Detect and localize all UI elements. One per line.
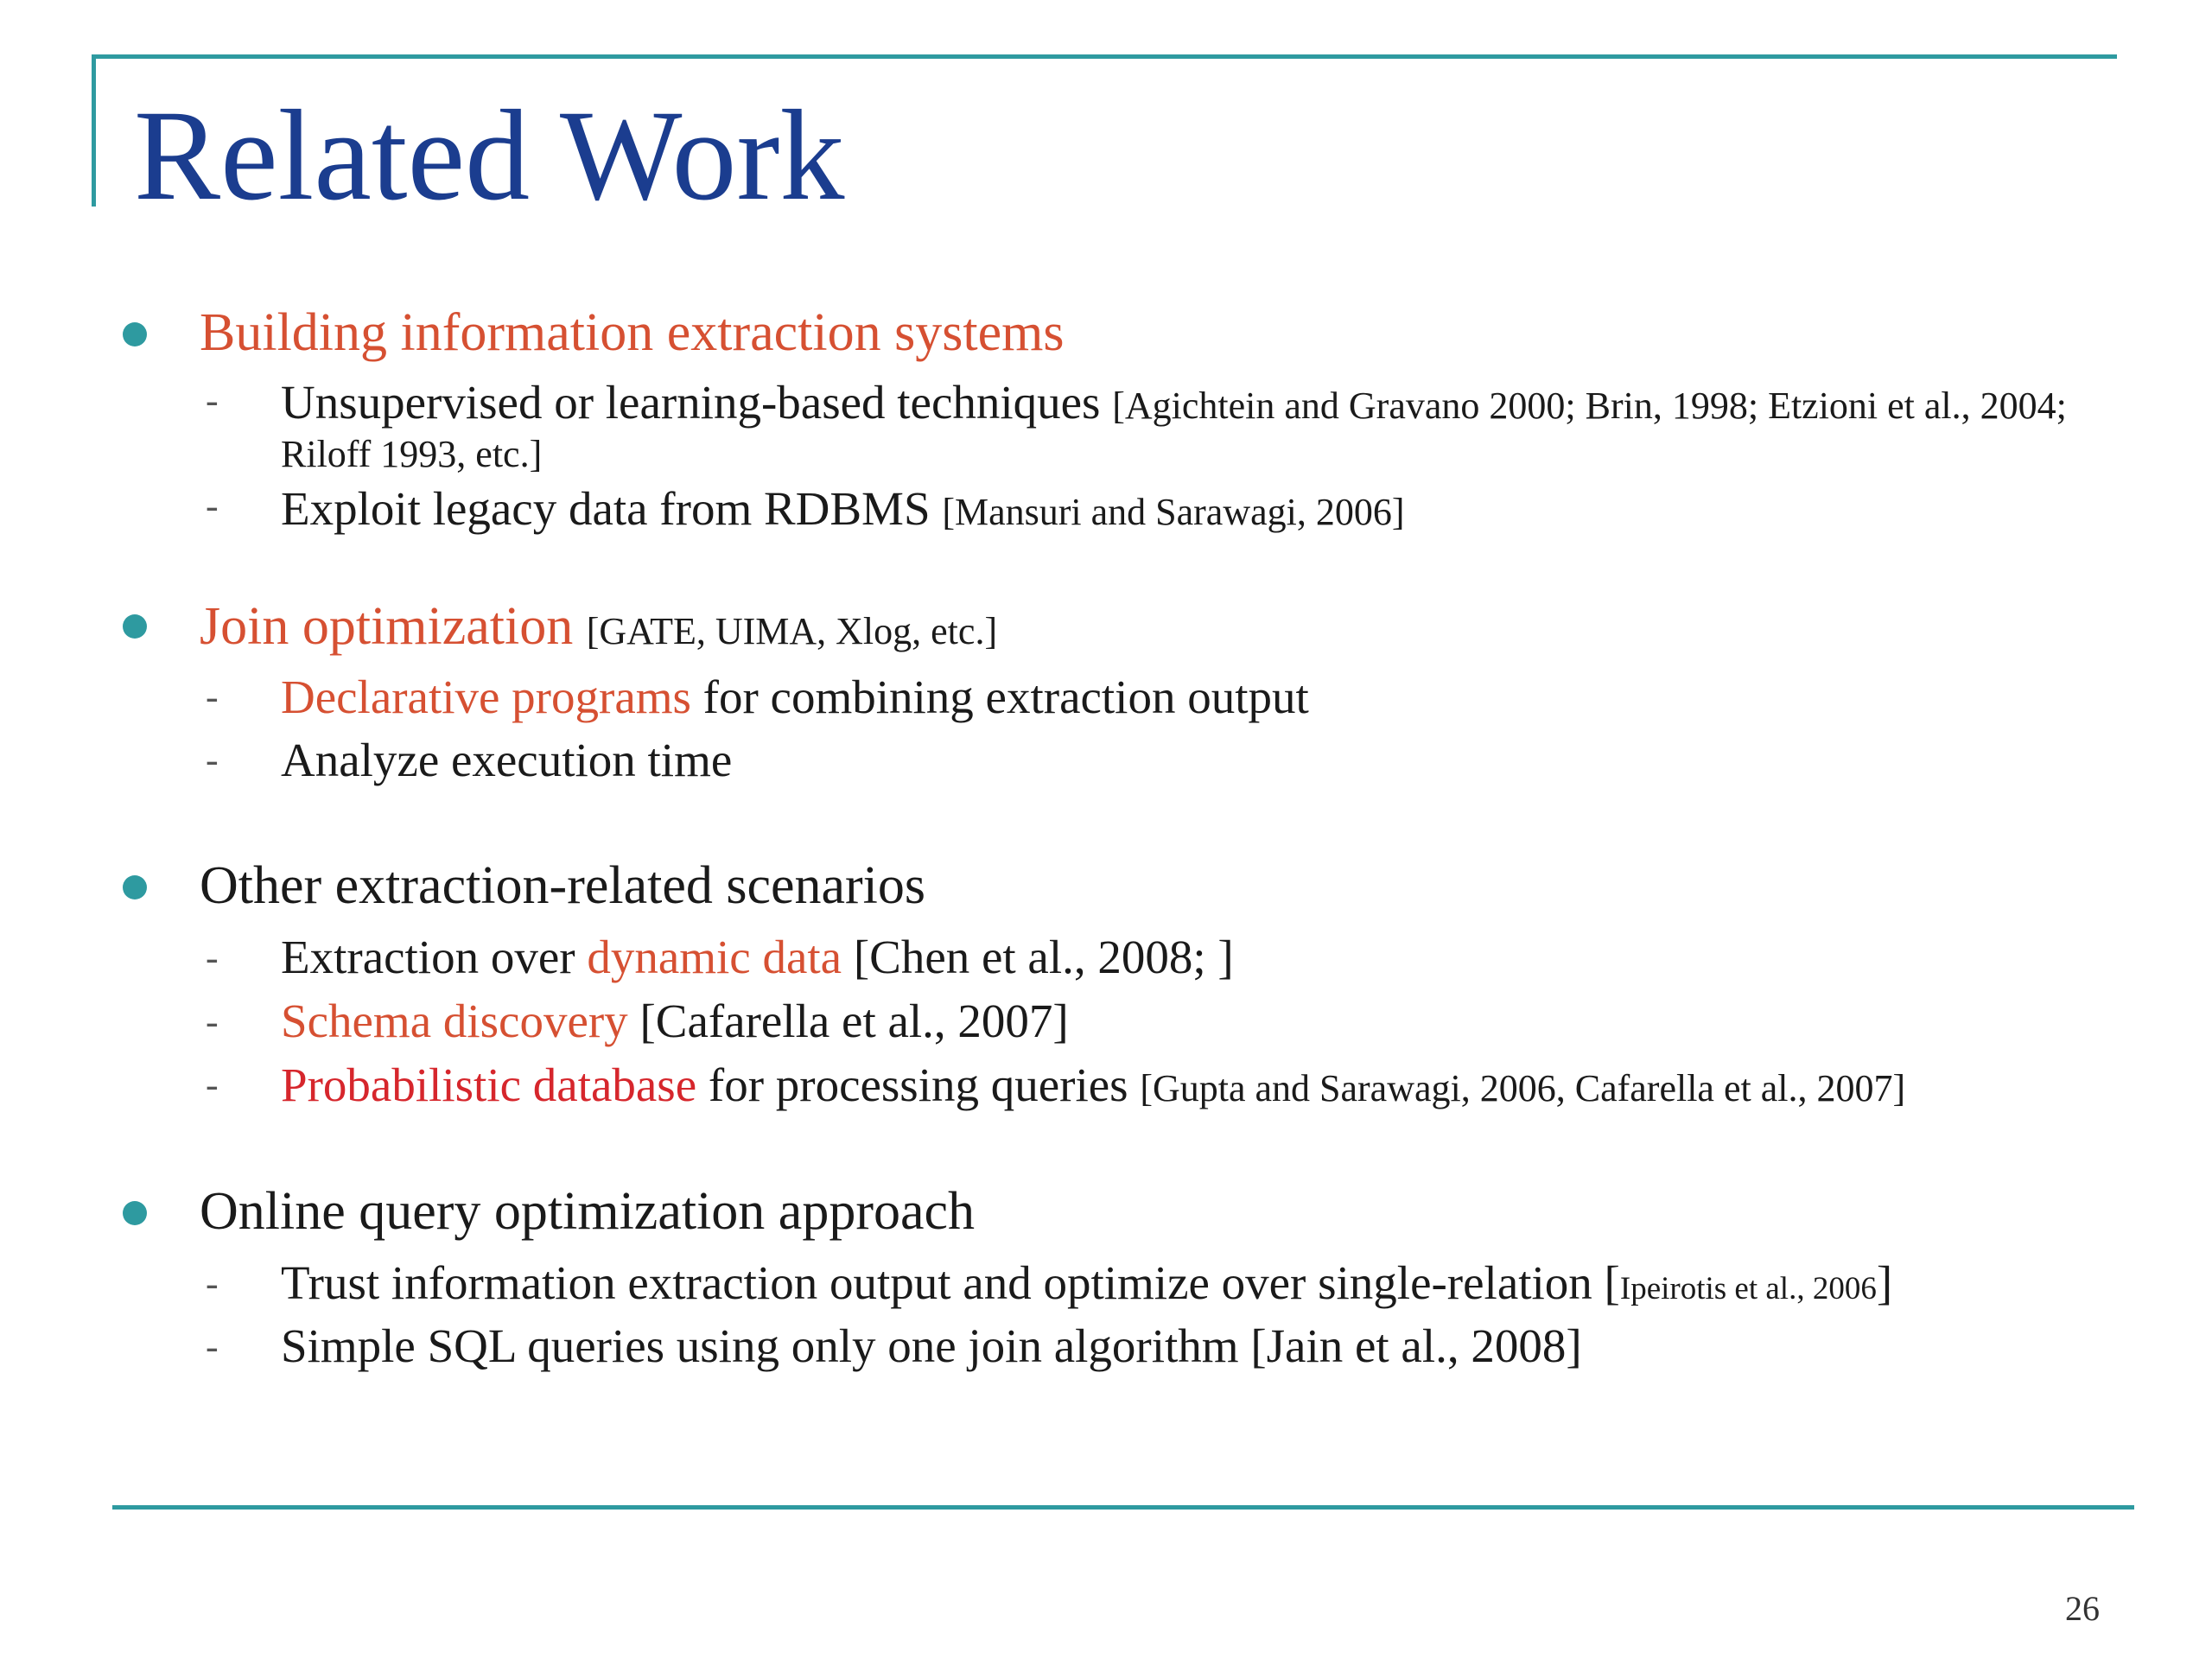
sub-item	[281, 997, 1069, 1045]
highlight-text: dynamic data	[587, 931, 842, 983]
citation: [Mansuri and Sarawagi, 2006]	[942, 491, 1405, 533]
highlight-text: Probabilistic database	[281, 1058, 697, 1111]
bracket-open: [	[1604, 1256, 1620, 1309]
sub-item: Simple SQL queries using only one join algorithm [Jain et al., 2008]	[281, 1319, 1582, 1372]
bullet-dot-icon	[123, 322, 147, 346]
sub-item	[281, 482, 1405, 535]
sub-item	[281, 1058, 1906, 1111]
bullet-heading: Online query optimization approach	[200, 1182, 976, 1241]
bullet-heading: Other extraction-related scenarios	[200, 856, 926, 915]
dash-marker: -	[206, 379, 219, 422]
citation: [GATE, UIMA, Xlog, etc.]	[586, 610, 998, 652]
bullet-heading: Building information extraction systems	[200, 303, 1065, 362]
citation: [Gupta and Sarawagi, 2006, Cafarella et al., 2007]	[1140, 1067, 1906, 1109]
citation: [Cafarella et al., 2007]	[627, 995, 1069, 1047]
sub-item: Analyze execution time	[281, 734, 733, 786]
title-frame-top-rule	[92, 54, 2117, 59]
bullet-dot-icon	[123, 614, 147, 639]
citation: [Chen et al., 2008; ]	[842, 931, 1234, 983]
highlight-text: Schema discovery	[281, 995, 628, 1047]
sub-item	[281, 673, 1309, 721]
citation: Ipeirotis et al., 2006	[1619, 1271, 1877, 1306]
sub-item-text: Trust information extraction output and optimize over single-relation	[281, 1256, 1605, 1309]
dash-marker: -	[206, 1325, 219, 1368]
title-frame-left-rule	[92, 54, 96, 207]
sub-item	[281, 1256, 1893, 1309]
dash-marker: -	[206, 1262, 219, 1305]
bullet-dot-icon	[123, 875, 147, 899]
highlight-text: Declarative programs	[281, 671, 691, 723]
bullet-heading-text: Join optimization	[200, 597, 574, 656]
dash-marker: -	[206, 485, 219, 527]
footer-rule	[112, 1505, 2134, 1510]
page-number: 26	[2065, 1589, 2100, 1628]
sub-item	[281, 376, 2130, 477]
bullet-dot-icon	[123, 1201, 147, 1225]
bracket-close: ]	[1876, 1256, 1893, 1309]
slide-title: Related Work	[134, 84, 845, 227]
bullet-heading	[200, 599, 997, 655]
dash-marker: -	[206, 937, 219, 979]
dash-marker: -	[206, 1064, 219, 1106]
sub-item-text: for combining extraction output	[690, 671, 1309, 723]
sub-item-text: Extraction over	[281, 931, 588, 983]
sub-item	[281, 933, 1234, 981]
citation: [Agichtein and Gravano 2000; Brin, 1998; Etzioni et al., 2004; Riloff 1993, etc.]	[281, 385, 2067, 475]
dash-marker: -	[206, 739, 219, 781]
sub-item-text: for processing queries	[696, 1058, 1141, 1111]
sub-item-text: Exploit legacy data from RDBMS	[281, 482, 931, 535]
dash-marker: -	[206, 1001, 219, 1043]
dash-marker: -	[206, 676, 219, 718]
sub-item-text: Unsupervised or learning-based techniques	[281, 376, 1101, 429]
